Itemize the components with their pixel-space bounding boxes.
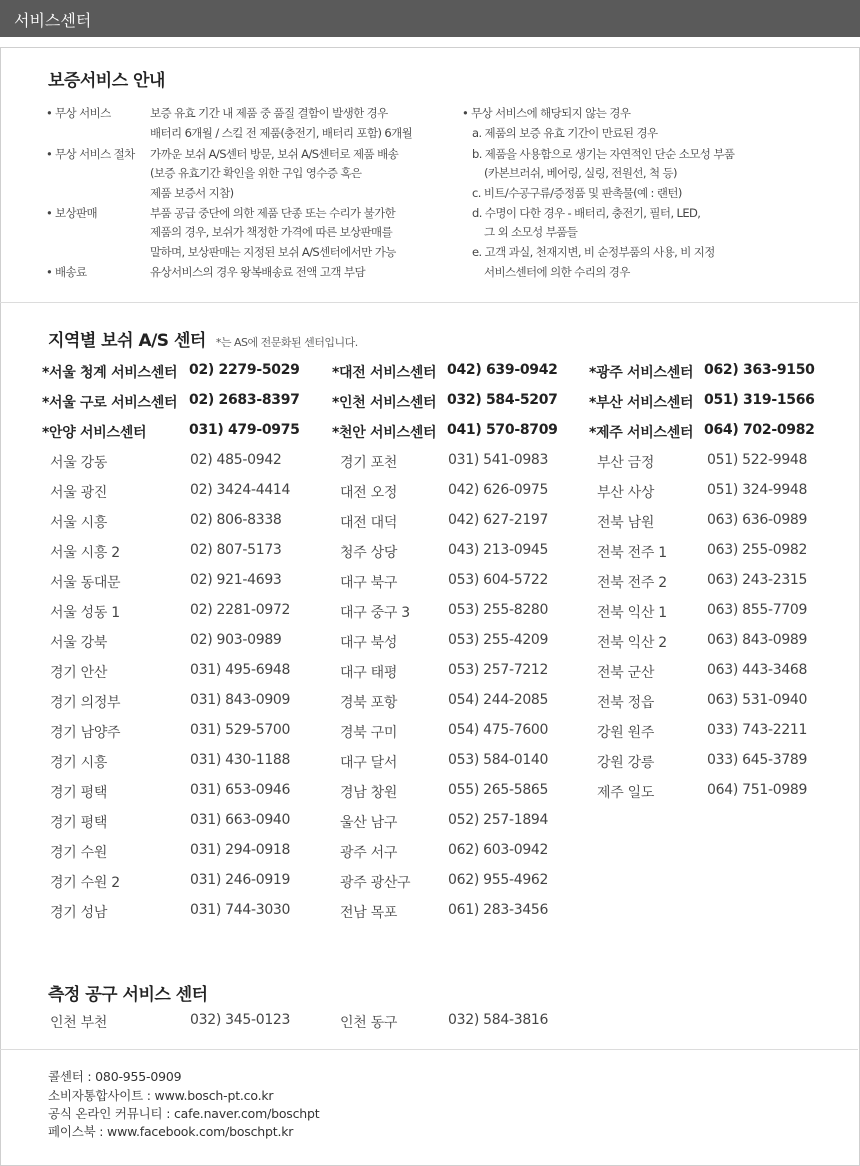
center-name: *서울 청계 서비스센터 — [42, 365, 178, 381]
center-name: 전북 전주 1 — [597, 545, 667, 561]
center-name: 경기 남양주 — [50, 725, 121, 741]
agency-row — [50, 842, 300, 872]
center-name: 전북 익산 1 — [597, 605, 667, 621]
consumer-site-link[interactable]: 소비자통합사이트 : www.bosch-pt.co.kr — [48, 1088, 274, 1103]
agency-row — [597, 782, 847, 812]
warranty-item-label: • 보상판매 — [46, 206, 98, 220]
agency-row — [50, 692, 300, 722]
center-name: 서울 강동 — [50, 455, 108, 471]
agency-row — [340, 722, 590, 752]
center-phone: 063) 243-2315 — [707, 572, 808, 588]
warranty-item-text: 가까운 보쉬 A/S센터 방문, 보쉬 A/S센터로 제품 배송 — [150, 147, 399, 161]
center-name: 경기 성남 — [50, 905, 108, 921]
center-phone: 062) 603-0942 — [448, 842, 549, 858]
center-phone: 031) 541-0983 — [448, 452, 549, 468]
center-name: 서울 동대문 — [50, 575, 121, 591]
center-name: 전남 목포 — [340, 905, 398, 921]
center-phone: 051) 522-9948 — [707, 452, 808, 468]
agency-row — [597, 482, 847, 512]
warranty-item-text: 말하며, 보상판매는 지정된 보쉬 A/S센터에서만 가능 — [150, 245, 396, 259]
center-phone: 02) 2281-0972 — [190, 602, 291, 618]
exclusion-line: a. 제품의 보증 유효 기간이 만료된 경우 — [472, 126, 658, 140]
section-divider — [0, 1049, 858, 1050]
top-bar — [0, 0, 860, 37]
center-phone: 064) 751-0989 — [707, 782, 808, 798]
service-center-row — [42, 392, 300, 422]
measuring-center-row — [340, 1012, 640, 1042]
agency-row — [340, 482, 590, 512]
center-phone: 043) 213-0945 — [448, 542, 549, 558]
exclusion-line: (카본브러쉬, 베어링, 실링, 전원선, 척 등) — [484, 166, 677, 180]
center-phone: 031) 495-6948 — [190, 662, 291, 678]
call-center: 콜센터 : 080-955-0909 — [48, 1069, 182, 1084]
agency-row — [597, 512, 847, 542]
center-phone: 033) 743-2211 — [707, 722, 808, 738]
center-name: 전북 남원 — [597, 515, 655, 531]
center-name: 경기 의정부 — [50, 695, 121, 711]
center-phone: 02) 2683-8397 — [189, 392, 300, 408]
community-link[interactable]: 공식 온라인 커뮤니티 : cafe.naver.com/boschpt — [48, 1106, 320, 1121]
center-phone: 032) 584-5207 — [447, 392, 558, 408]
center-phone: 062) 955-4962 — [448, 872, 549, 888]
agency-row — [340, 512, 590, 542]
warranty-item-label: • 무상 서비스 — [46, 106, 111, 120]
agency-row — [597, 662, 847, 692]
page-title: 서비스센터 — [14, 11, 92, 30]
center-phone: 042) 639-0942 — [447, 362, 558, 378]
center-name: 인천 동구 — [340, 1015, 398, 1031]
center-name: 서울 시흥 2 — [50, 545, 120, 561]
regional-note: *는 AS에 전문화된 센터입니다. — [215, 336, 358, 349]
center-name: 인천 부천 — [50, 1015, 108, 1031]
agency-row — [50, 482, 300, 512]
center-name: 대전 대덕 — [340, 515, 398, 531]
center-phone: 063) 843-0989 — [707, 632, 808, 648]
center-name: 전북 전주 2 — [597, 575, 667, 591]
center-name: *인천 서비스센터 — [332, 395, 437, 411]
agency-row — [340, 842, 590, 872]
agency-row — [50, 602, 300, 632]
agency-row — [50, 752, 300, 782]
center-phone: 064) 702-0982 — [704, 422, 815, 438]
warranty-title: 보증서비스 안내 — [48, 71, 165, 91]
service-center-row — [332, 392, 582, 422]
agency-row — [597, 452, 847, 482]
center-name: 경기 평택 — [50, 785, 108, 801]
warranty-item-text: 배터리 6개월 / 스킬 전 제품(충전기, 배터리 포함) 6개월 — [150, 126, 413, 140]
center-phone: 051) 324-9948 — [707, 482, 808, 498]
center-name: 청주 상당 — [340, 545, 398, 561]
agency-row — [340, 602, 590, 632]
measuring-title: 측정 공구 서비스 센터 — [48, 985, 208, 1005]
center-name: *천안 서비스센터 — [332, 425, 437, 441]
center-phone: 032) 584-3816 — [448, 1012, 549, 1028]
warranty-item-text: 유상서비스의 경우 왕복배송료 전액 고객 부담 — [150, 265, 365, 279]
center-phone: 031) 479-0975 — [189, 422, 300, 438]
center-phone: 062) 363-9150 — [704, 362, 815, 378]
center-phone: 02) 806-8338 — [190, 512, 282, 528]
agency-row — [50, 722, 300, 752]
center-name: 경기 수원 — [50, 845, 108, 861]
agency-row — [597, 572, 847, 602]
agency-row — [340, 782, 590, 812]
center-phone: 02) 807-5173 — [190, 542, 282, 558]
center-name: 서울 성동 1 — [50, 605, 120, 621]
center-phone: 063) 255-0982 — [707, 542, 808, 558]
center-phone: 053) 255-4209 — [448, 632, 549, 648]
center-phone: 031) 529-5700 — [190, 722, 291, 738]
center-name: 경기 시흥 — [50, 755, 108, 771]
agency-row — [50, 782, 300, 812]
warranty-item-text: 제품 보증서 지참) — [150, 186, 234, 200]
service-center-row — [42, 422, 300, 452]
center-name: 대구 달서 — [340, 755, 398, 771]
center-name: 대전 오정 — [340, 485, 398, 501]
center-phone: 042) 626-0975 — [448, 482, 549, 498]
agency-row — [340, 542, 590, 572]
warranty-item-label: • 배송료 — [46, 265, 87, 279]
center-phone: 031) 843-0909 — [190, 692, 291, 708]
center-name: 경남 창원 — [340, 785, 398, 801]
center-name: 강원 원주 — [597, 725, 655, 741]
center-phone: 02) 485-0942 — [190, 452, 282, 468]
center-name: *대전 서비스센터 — [332, 365, 437, 381]
agency-row — [597, 722, 847, 752]
center-phone: 042) 627-2197 — [448, 512, 549, 528]
center-name: 제주 일도 — [597, 785, 655, 801]
agency-row — [340, 662, 590, 692]
center-name: 대구 중구 3 — [340, 605, 410, 621]
center-phone: 031) 653-0946 — [190, 782, 291, 798]
center-phone: 053) 584-0140 — [448, 752, 549, 768]
center-phone: 063) 855-7709 — [707, 602, 808, 618]
measuring-center-row — [50, 1012, 350, 1042]
agency-row — [340, 632, 590, 662]
center-phone: 063) 531-0940 — [707, 692, 808, 708]
center-name: *안양 서비스센터 — [42, 425, 147, 441]
warranty-item-text: 보증 유효 기간 내 제품 중 품질 결함이 발생한 경우 — [150, 106, 388, 120]
service-center-row — [589, 392, 839, 422]
center-phone: 032) 345-0123 — [190, 1012, 291, 1028]
regional-title: 지역별 보쉬 A/S 센터 *는 AS에 전문화된 센터입니다. — [48, 331, 358, 351]
warranty-item-label: • 무상 서비스 절차 — [46, 147, 135, 161]
center-name: 광주 광산구 — [340, 875, 411, 891]
center-name: 부산 사상 — [597, 485, 655, 501]
center-phone: 054) 475-7600 — [448, 722, 549, 738]
agency-row — [340, 902, 590, 932]
center-name: 부산 금정 — [597, 455, 655, 471]
service-center-row — [332, 362, 582, 392]
center-name: 경기 안산 — [50, 665, 108, 681]
agency-row — [50, 632, 300, 662]
center-name: 경북 구미 — [340, 725, 398, 741]
center-phone: 02) 921-4693 — [190, 572, 282, 588]
warranty-item-text: (보증 유효기간 확인을 위한 구입 영수증 혹은 — [150, 166, 362, 180]
agency-row — [340, 752, 590, 782]
center-name: 경북 포항 — [340, 695, 398, 711]
agency-row — [50, 872, 300, 902]
center-phone: 054) 244-2085 — [448, 692, 549, 708]
center-name: 경기 수원 2 — [50, 875, 120, 891]
center-name: 전북 군산 — [597, 665, 655, 681]
center-phone: 051) 319-1566 — [704, 392, 815, 408]
agency-row — [597, 602, 847, 632]
center-name: 전북 익산 2 — [597, 635, 667, 651]
center-phone: 052) 257-1894 — [448, 812, 549, 828]
agency-row — [50, 902, 300, 932]
center-name: 강원 강릉 — [597, 755, 655, 771]
service-center-row — [332, 422, 582, 452]
center-name: 경기 평택 — [50, 815, 108, 831]
exclusion-line: 그 외 소모성 부품들 — [484, 225, 578, 239]
center-phone: 031) 294-0918 — [190, 842, 291, 858]
agency-row — [50, 542, 300, 572]
agency-row — [50, 452, 300, 482]
agency-row — [50, 572, 300, 602]
agency-row — [340, 572, 590, 602]
agency-row — [50, 512, 300, 542]
center-name: 울산 남구 — [340, 815, 398, 831]
exclusion-title: • 무상 서비스에 해당되지 않는 경우 — [462, 106, 631, 120]
center-name: *부산 서비스센터 — [589, 395, 694, 411]
agency-row — [597, 692, 847, 722]
center-phone: 041) 570-8709 — [447, 422, 558, 438]
center-name: 대구 북구 — [340, 575, 398, 591]
agency-row — [340, 812, 590, 842]
center-phone: 053) 604-5722 — [448, 572, 549, 588]
center-phone: 063) 443-3468 — [707, 662, 808, 678]
agency-row — [597, 542, 847, 572]
center-phone: 02) 3424-4414 — [190, 482, 291, 498]
center-phone: 02) 2279-5029 — [189, 362, 300, 378]
exclusion-line: b. 제품을 사용함으로 생기는 자연적인 단순 소모성 부품 — [472, 147, 735, 161]
agency-row — [50, 662, 300, 692]
service-center-row — [589, 422, 839, 452]
agency-row — [340, 872, 590, 902]
center-name: 서울 시흥 — [50, 515, 108, 531]
center-name: *광주 서비스센터 — [589, 365, 694, 381]
warranty-item-text: 부품 공급 중단에 의한 제품 단종 또는 수리가 불가한 — [150, 206, 396, 220]
agency-row — [597, 632, 847, 662]
center-phone: 031) 430-1188 — [190, 752, 291, 768]
center-phone: 031) 663-0940 — [190, 812, 291, 828]
center-phone: 02) 903-0989 — [190, 632, 282, 648]
exclusion-line: c. 비트/수공구류/증정품 및 판촉물(예 : 랜턴) — [472, 186, 682, 200]
agency-row — [597, 752, 847, 782]
center-name: 경기 포천 — [340, 455, 398, 471]
center-phone: 031) 744-3030 — [190, 902, 291, 918]
exclusion-line: d. 수명이 다한 경우 - 배터리, 충전기, 필터, LED, — [472, 206, 701, 220]
center-name: *서울 구로 서비스센터 — [42, 395, 178, 411]
center-phone: 033) 645-3789 — [707, 752, 808, 768]
center-name: 대구 태평 — [340, 665, 398, 681]
center-name: 광주 서구 — [340, 845, 398, 861]
center-phone: 053) 255-8280 — [448, 602, 549, 618]
agency-row — [340, 452, 590, 482]
center-name: 전북 정읍 — [597, 695, 655, 711]
center-phone: 063) 636-0989 — [707, 512, 808, 528]
center-name: *제주 서비스센터 — [589, 425, 694, 441]
agency-row — [340, 692, 590, 722]
service-center-row — [42, 362, 300, 392]
center-phone: 053) 257-7212 — [448, 662, 549, 678]
center-name: 서울 강북 — [50, 635, 108, 651]
service-center-row — [589, 362, 839, 392]
facebook-link[interactable]: 페이스북 : www.facebook.com/boschpt.kr — [48, 1124, 294, 1139]
section-divider — [0, 302, 858, 303]
center-name: 대구 북성 — [340, 635, 398, 651]
center-phone: 061) 283-3456 — [448, 902, 549, 918]
exclusion-line: e. 고객 과실, 천재지변, 비 순정부품의 사용, 비 지정 — [472, 245, 715, 259]
warranty-item-text: 제품의 경우, 보쉬가 책정한 가격에 따른 보상판매를 — [150, 225, 393, 239]
center-phone: 055) 265-5865 — [448, 782, 549, 798]
center-phone: 031) 246-0919 — [190, 872, 291, 888]
exclusion-line: 서비스센터에 의한 수리의 경우 — [484, 265, 630, 279]
agency-row — [50, 812, 300, 842]
center-name: 서울 광진 — [50, 485, 108, 501]
